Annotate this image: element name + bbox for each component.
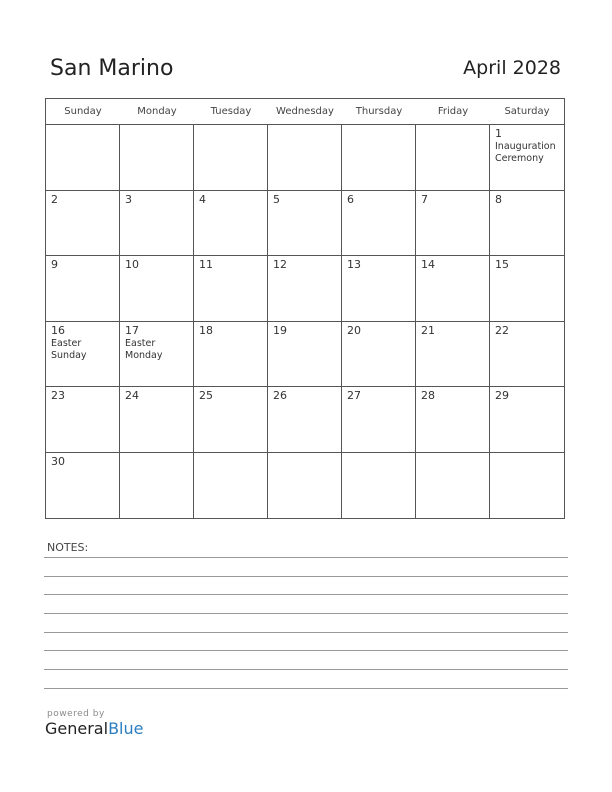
day-number: 30 (51, 454, 65, 468)
day-number: 1 (495, 127, 502, 140)
day-number: 3 (125, 192, 132, 206)
day-cell (194, 453, 268, 519)
weekday-tuesday: Tuesday (210, 106, 252, 117)
notes-label: NOTES: (47, 541, 89, 554)
day-cell (46, 256, 120, 322)
day-cell (268, 125, 342, 191)
day-number: 28 (421, 389, 435, 402)
day-cell (194, 256, 268, 322)
day-cell (46, 191, 120, 257)
day-cell (416, 191, 490, 257)
day-cell (490, 387, 564, 453)
day-cell (120, 191, 194, 257)
weekday-sunday: Sunday (64, 106, 102, 117)
day-number: 14 (421, 258, 435, 271)
calendar-title-country: San Marino (50, 56, 174, 81)
holiday-label: Easter Sunday (51, 337, 87, 361)
day-cell (490, 322, 564, 388)
day-cell (194, 387, 268, 453)
day-cell (120, 125, 194, 191)
holiday-label: Easter Monday (125, 337, 163, 361)
day-number: 21 (421, 323, 435, 337)
day-cell (268, 191, 342, 257)
day-cell (46, 453, 120, 519)
day-number: 19 (273, 323, 287, 337)
note-line (44, 650, 568, 651)
weekday-thursday: Thursday (355, 106, 403, 117)
day-cell (490, 453, 564, 519)
calendar-body (46, 125, 564, 518)
day-number: 7 (421, 192, 428, 206)
day-cell (120, 453, 194, 519)
day-number: 27 (347, 389, 361, 402)
day-cell (342, 387, 416, 453)
day-cell (120, 387, 194, 453)
note-line (44, 557, 568, 558)
day-cell (490, 191, 564, 257)
holiday-label: Inauguration Ceremony (495, 141, 556, 164)
day-number: 22 (495, 323, 509, 337)
day-cell (342, 191, 416, 257)
day-number: 11 (199, 258, 213, 271)
calendar-grid (45, 98, 565, 519)
powered-by-text: powered by (47, 709, 105, 719)
day-number: 15 (495, 258, 509, 271)
day-cell (268, 256, 342, 322)
day-cell (490, 125, 564, 191)
day-cell (416, 125, 490, 191)
calendar-title-month: April 2028 (463, 57, 561, 79)
day-cell (120, 256, 194, 322)
day-number: 18 (199, 323, 213, 337)
day-cell (46, 322, 120, 388)
day-number: 17 (125, 323, 139, 337)
day-number: 29 (495, 389, 509, 402)
day-cell (416, 256, 490, 322)
day-cell (416, 387, 490, 453)
day-cell (120, 322, 194, 388)
day-number: 26 (273, 389, 287, 402)
day-number: 4 (199, 192, 206, 206)
note-line (44, 613, 568, 614)
note-line (44, 688, 568, 689)
weekday-saturday: Saturday (504, 106, 550, 117)
day-number: 25 (199, 389, 213, 402)
day-cell (416, 322, 490, 388)
day-number: 24 (125, 389, 139, 402)
day-number: 5 (273, 192, 280, 206)
weekday-friday: Friday (437, 106, 469, 117)
note-line (44, 594, 568, 595)
weekday-header (46, 99, 564, 125)
day-cell (46, 125, 120, 191)
day-number: 6 (347, 192, 354, 206)
brand-name (45, 719, 143, 739)
note-line (44, 632, 568, 633)
day-cell (342, 125, 416, 191)
day-number: 9 (51, 258, 58, 271)
weekday-monday: Monday (137, 106, 177, 117)
note-line (44, 576, 568, 577)
brand-blue: Blue (108, 719, 144, 738)
weekday-wednesday: Wednesday (276, 106, 334, 117)
brand-general: General (45, 719, 109, 738)
brand-logo (45, 709, 143, 739)
day-number: 12 (273, 258, 287, 271)
day-cell (490, 256, 564, 322)
day-number: 10 (125, 258, 139, 271)
day-number: 13 (347, 258, 361, 271)
note-line (44, 669, 568, 670)
day-cell (416, 453, 490, 519)
day-cell (342, 322, 416, 388)
day-cell (342, 256, 416, 322)
day-cell (194, 125, 268, 191)
day-number: 8 (495, 192, 502, 206)
day-number: 20 (347, 323, 361, 337)
day-cell (268, 322, 342, 388)
day-cell (194, 322, 268, 388)
day-number: 23 (51, 389, 65, 402)
day-number: 2 (51, 192, 58, 206)
day-cell (268, 453, 342, 519)
day-cell (268, 387, 342, 453)
day-cell (342, 453, 416, 519)
day-cell (194, 191, 268, 257)
day-cell (46, 387, 120, 453)
day-number: 16 (51, 323, 65, 337)
